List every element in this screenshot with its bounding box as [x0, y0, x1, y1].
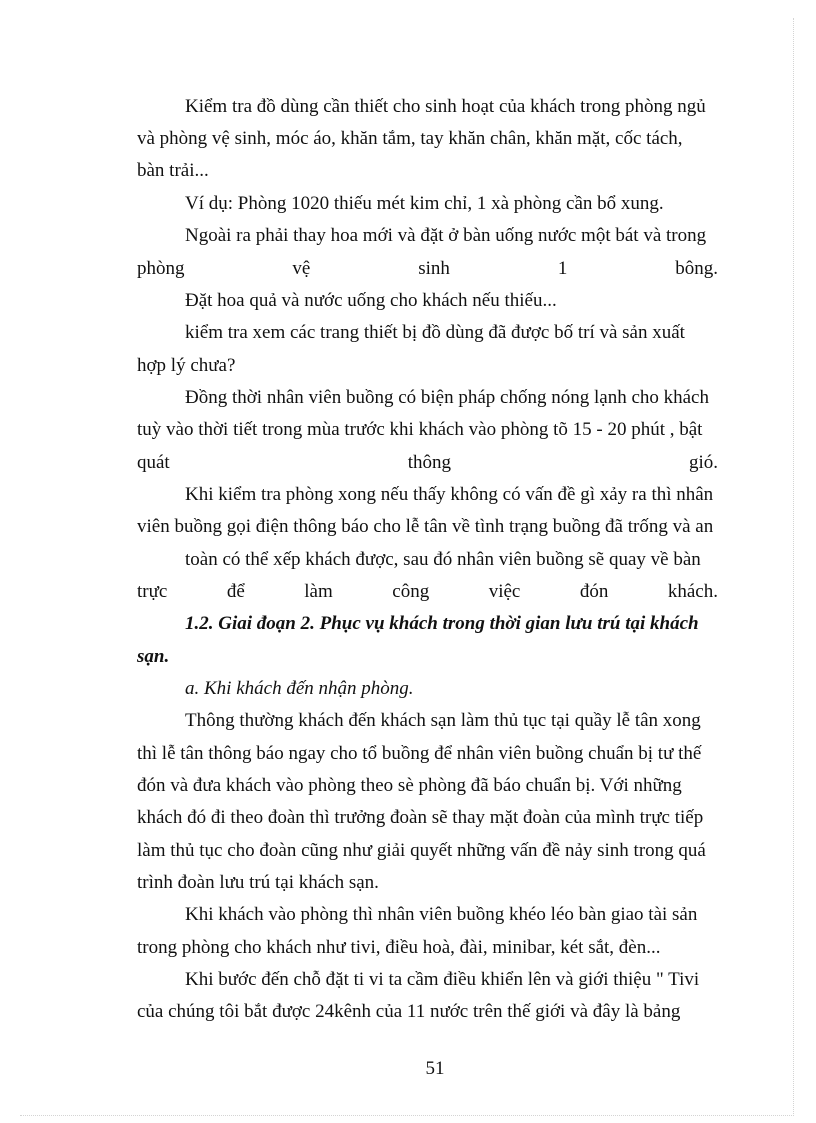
word: để [226, 581, 245, 602]
justified-line [137, 580, 718, 604]
text-line: Khi khách vào phòng thì nhân viên buồng khéo léo bàn giao tài sản [185, 904, 698, 925]
word: làm [304, 581, 333, 602]
text-line: Ngoài ra phải thay hoa mới và đặt ở bàn uống nước một bát và trong [185, 225, 707, 246]
text-line: thì lễ tân thông báo ngay cho tổ buồng để nhân viên buồng chuẩn bị tư thế [137, 743, 702, 764]
word: 1 [557, 258, 568, 279]
text-line: Ví dụ: Phòng 1020 thiếu mét kim chỉ, 1 xà phòng cần bổ xung. [185, 193, 664, 214]
text-line: Kiểm tra đồ dùng cần thiết cho sinh hoạt của khách trong phòng ngủ [185, 96, 706, 117]
word: quát [137, 452, 170, 473]
text-line: và phòng vệ sinh, móc áo, khăn tắm, tay khăn chân, khăn mặt, cốc tách, [137, 128, 683, 149]
text-line: kiểm tra xem các trang thiết bị đồ dùng đã được bố trí và sản xuất [185, 322, 685, 343]
text-line: Đồng thời nhân viên buồng có biện pháp chống nóng lạnh cho khách [185, 387, 709, 408]
text-line: trình đoàn lưu trú tại khách sạn. [137, 872, 379, 893]
word: vệ [292, 258, 311, 279]
word: việc [488, 581, 521, 602]
word: phòng [137, 258, 185, 279]
word: trực [137, 581, 168, 602]
text-line: của chúng tôi bắt được 24kênh của 11 nước trên thế giới và đây là bảng [137, 1001, 681, 1022]
text-line: làm thủ tục cho đoàn cũng như giải quyết những vấn đề nảy sinh trong quá [137, 840, 706, 861]
justified-line [137, 451, 718, 475]
word: thông [407, 452, 451, 473]
text-line: Đặt hoa quả và nước uống cho khách nếu thiếu... [185, 290, 557, 311]
justified-line [137, 257, 718, 281]
word: khách. [667, 581, 718, 602]
text-line: hợp lý chưa? [137, 355, 236, 376]
section-heading: 1.2. Giai đoạn 2. Phục vụ khách trong thời gian lưu trú tại khách [185, 613, 699, 634]
word: bông. [675, 258, 718, 279]
word: công [392, 581, 430, 602]
text-line: khách đó đi theo đoàn thì trưởng đoàn sẽ thay mặt đoàn của mình trực tiếp [137, 807, 704, 828]
word: sinh [418, 258, 450, 279]
text-line: viên buồng gọi điện thông báo cho lễ tân về tình trạng buồng đã trống và an [137, 516, 714, 537]
text-line: Khi kiểm tra phòng xong nếu thấy không có vấn đề gì xảy ra thì nhân [185, 484, 714, 505]
text-line: đón và đưa khách vào phòng theo sè phòng đã báo chuẩn bị. Với những [137, 775, 682, 796]
section-heading-continued: sạn. [137, 646, 170, 667]
word: đón [579, 581, 609, 602]
text-line: Khi bước đến chỗ đặt ti vi ta cầm điều khiển lên và giới thiệu " Tivi [185, 969, 700, 990]
word: gió. [688, 452, 718, 473]
text-line: Thông thường khách đến khách sạn làm thủ tục tại quầy lễ tân xong [185, 710, 701, 731]
page-number: 51 [425, 1058, 445, 1079]
text-line: tuỳ vào thời tiết trong mùa trước khi khách vào phòng tõ 15 - 20 phút , bật [137, 419, 703, 440]
text-line: toàn có thể xếp khách được, sau đó nhân viên buồng sẽ quay về bàn [185, 549, 701, 570]
text-line: trong phòng cho khách như tivi, điều hoà, đài, minibar, két sắt, đèn... [137, 937, 661, 958]
text-line: bàn trải... [137, 160, 209, 181]
subsection-heading: a. Khi khách đến nhận phòng. [185, 678, 414, 699]
